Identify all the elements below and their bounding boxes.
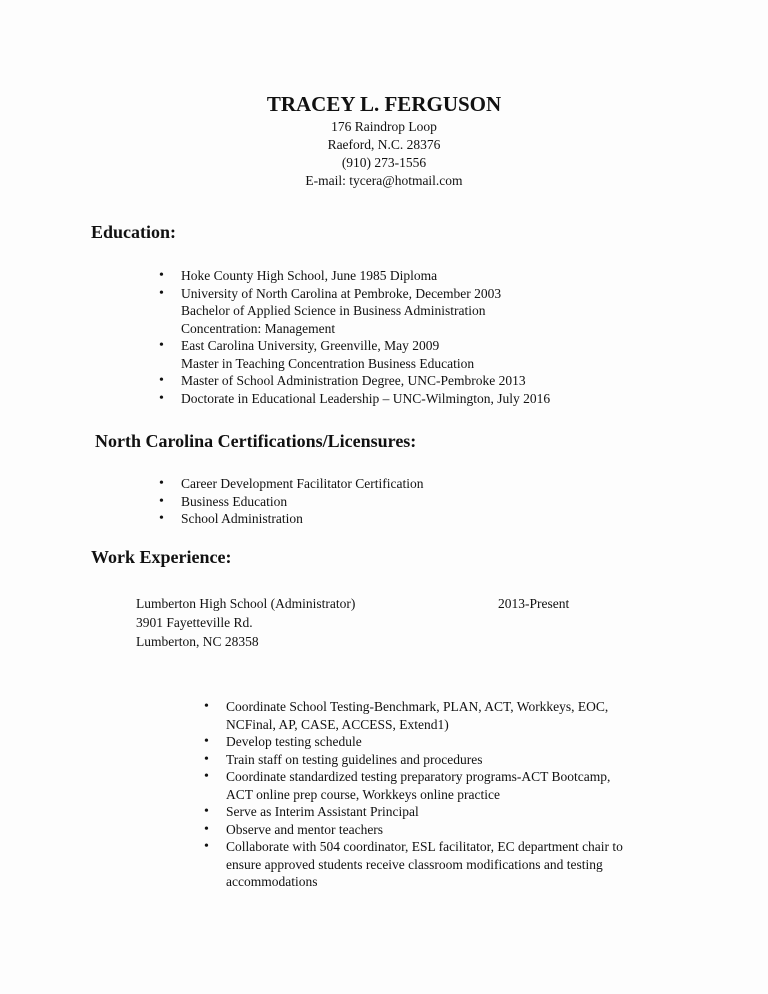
duty-item [202,768,722,803]
job-dates: 2013-Present [498,596,570,611]
duty-item [202,838,722,891]
certifications-list [157,475,717,528]
applicant-name: TRACEY L. FERGUSON [266,92,502,116]
employer: Lumberton High School (Administrator) [136,596,356,611]
education-item-line: • Hoke County High School, June 1985 Diploma [181,268,438,283]
education-list [157,267,717,407]
duty-item-line: • Collaborate with 504 coordinator, ESL facilitator, EC department chair to [226,839,623,854]
job-duties-list [202,698,722,891]
duty-item [202,733,722,751]
certification-item [157,493,717,511]
duty-item [202,698,722,733]
education-item [157,390,717,408]
duty-item-line: • Coordinate standardized testing preparatory programs-ACT Bootcamp, [226,769,611,784]
duty-item-line: ACT online prep course, Workkeys online practice [226,786,500,802]
address-line-1: 176 Raindrop Loop [331,119,437,134]
education-item-line: • University of North Carolina at Pembroke, December 2003 [181,285,502,301]
job-entry [136,594,656,651]
duty-item [202,751,722,769]
duty-item-line: NCFinal, AP, CASE, ACCESS, Extend1) [226,716,449,732]
duty-item-line: ensure approved students receive classroom modifications and testing [226,856,603,872]
duty-item [202,821,722,839]
certification-item [157,510,717,528]
education-item [157,337,717,372]
certifications-heading: North Carolina Certifications/Licensures: [95,431,417,451]
address-line-2: Raeford, N.C. 28376 [327,137,441,152]
email: E-mail: tycera@hotmail.com [305,173,463,188]
duty-item-line: • Develop testing schedule [226,734,362,749]
duty-item-line: • Serve as Interim Assistant Principal [226,804,419,819]
education-item [157,267,717,285]
education-item-line: Concentration: Management [181,320,336,336]
duty-item [202,803,722,821]
certification-item-line: • Business Education [181,493,288,509]
education-item-line: Master in Teaching Concentration Business Education [181,355,475,371]
work-experience-heading: Work Experience: [91,547,232,567]
duty-item-line: • Observe and mentor teachers [226,821,384,837]
education-item-line: • Master of School Administration Degree, UNC-Pembroke 2013 [181,373,526,388]
contact-block [0,118,768,190]
duty-item-line: accommodations [226,874,318,889]
employer-street: 3901 Fayetteville Rd. [136,615,253,630]
employer-city: Lumberton, NC 28358 [136,634,259,649]
education-item-line: Bachelor of Applied Science in Business Administration [181,303,486,318]
education-item [157,372,717,390]
education-item-line: • Doctorate in Educational Leadership – UNC-Wilmington, July 2016 [181,390,551,406]
certification-item [157,475,717,493]
education-item-line: • East Carolina University, Greenville, May 2009 [181,338,440,353]
duty-item-line: • Train staff on testing guidelines and procedures [226,751,483,767]
phone: (910) 273-1556 [341,155,427,170]
certification-item-line: • Career Development Facilitator Certification [181,476,424,491]
certification-item-line: • School Administration [181,511,303,526]
education-item [157,285,717,338]
education-heading: Education: [91,222,177,242]
duty-item-line: • Coordinate School Testing-Benchmark, PLAN, ACT, Workkeys, EOC, [226,699,609,714]
